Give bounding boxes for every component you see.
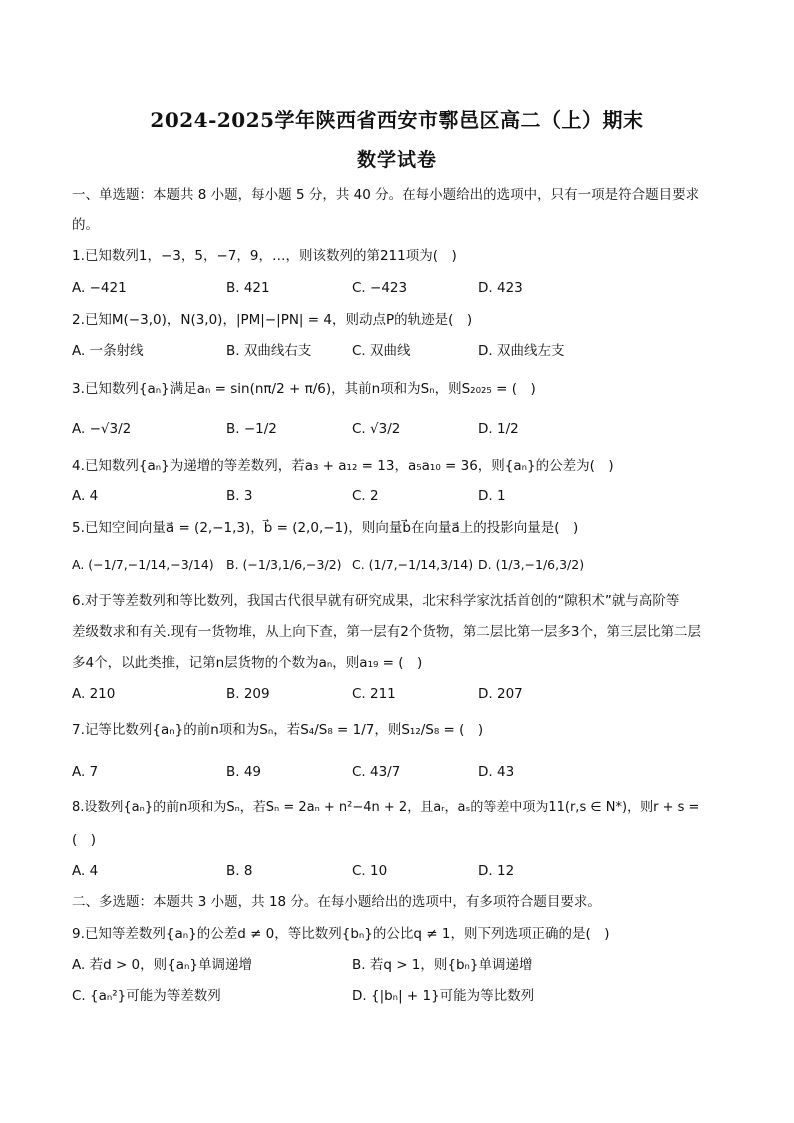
question-8-stem-line-2: ( ) (72, 832, 97, 848)
question-2-stem: 2.已知M(−3,0)，N(3,0)，|PM|−|PN| = 4，则动点P的轨迹是( ) (72, 312, 473, 328)
question-6-option-d[interactable]: D. 207 (478, 686, 523, 702)
question-3-stem: 3.已知数列{aₙ}满足aₙ = sin(nπ/2 + π/6)，其前n项和为Sₙ，则S₂₀₂₅ = ( ) (72, 381, 536, 397)
question-2-option-d[interactable]: D. 双曲线左支 (478, 343, 565, 359)
question-3-option-a[interactable]: A. −√3/2 (72, 421, 132, 437)
question-3-option-c[interactable]: C. √3/2 (352, 421, 401, 437)
question-2-option-a[interactable]: A. 一条射线 (72, 343, 144, 359)
question-6-option-a[interactable]: A. 210 (72, 686, 116, 702)
question-4-stem: 4.已知数列{aₙ}为递增的等差数列，若a₃ + a₁₂ = 13，a₅a₁₀ = 36，则{aₙ}的公差为( ) (72, 458, 614, 474)
question-5-option-b[interactable]: B. (−1/3,1/6,−3/2) (226, 557, 342, 572)
question-4-option-d[interactable]: D. 1 (478, 488, 506, 504)
question-5-stem: 5.已知空间向量a⃗ = (2,−1,3)，b⃗ = (2,0,−1)，则向量b⃗在向量a⃗上的投影向量是( ) (72, 520, 579, 536)
question-4-option-a[interactable]: A. 4 (72, 488, 99, 504)
question-8-stem-line-1: 8.设数列{aₙ}的前n项和为Sₙ，若Sₙ = 2aₙ + n²−4n + 2，且aᵣ，aₛ的等差中项为11(r,s ∈ N*)，则r + s = (72, 800, 700, 815)
question-4-option-b[interactable]: B. 3 (226, 488, 253, 504)
section-1-instruction-line-1: 一、单选题：本题共 8 小题，每小题 5 分，共 40 分。在每小题给出的选项中，只有一项是符合题目要求 (72, 187, 700, 203)
question-1-option-c[interactable]: C. −423 (352, 280, 408, 296)
question-1-stem: 1.已知数列1，−3，5，−7，9，…，则该数列的第211项为( ) (72, 248, 457, 264)
question-1-option-d[interactable]: D. 423 (478, 280, 523, 296)
question-8-option-b[interactable]: B. 8 (226, 863, 253, 879)
question-2-option-c[interactable]: C. 双曲线 (352, 343, 411, 359)
question-5-option-a[interactable]: A. (−1/7,−1/14,−3/14) (72, 557, 214, 572)
question-8-option-a[interactable]: A. 4 (72, 863, 99, 879)
question-5-option-c[interactable]: C. (1/7,−1/14,3/14) (352, 557, 474, 572)
question-9-option-b[interactable]: B. 若q > 1，则{bₙ}单调递增 (352, 957, 533, 973)
question-9-stem: 9.已知等差数列{aₙ}的公差d ≠ 0，等比数列{bₙ}的公比q ≠ 1，则下列选项正确的是( ) (72, 926, 610, 942)
question-2-option-b[interactable]: B. 双曲线右支 (226, 343, 312, 359)
question-1-option-a[interactable]: A. −421 (72, 280, 127, 296)
question-7-stem: 7.记等比数列{aₙ}的前n项和为Sₙ，若S₄/S₈ = 1/7，则S₁₂/S₈ = ( ) (72, 722, 484, 738)
question-7-option-b[interactable]: B. 49 (226, 764, 262, 780)
section-1-instruction-line-2: 的。 (72, 217, 99, 233)
question-5-option-d[interactable]: D. (1/3,−1/6,3/2) (478, 557, 585, 572)
exam-title: 2024-2025学年陕西省西安市鄠邑区高二（上）期末 (150, 108, 644, 132)
question-7-option-a[interactable]: A. 7 (72, 764, 99, 780)
question-9-option-d[interactable]: D. {|bₙ| + 1}可能为等比数列 (352, 988, 535, 1004)
question-3-option-d[interactable]: D. 1/2 (478, 421, 519, 437)
question-1-option-b[interactable]: B. 421 (226, 280, 270, 296)
question-3-option-b[interactable]: B. −1/2 (226, 421, 277, 437)
question-6-option-c[interactable]: C. 211 (352, 686, 396, 702)
question-9-option-a[interactable]: A. 若d > 0，则{aₙ}单调递增 (72, 957, 252, 973)
question-6-option-b[interactable]: B. 209 (226, 686, 270, 702)
exam-subtitle: 数学试卷 (356, 149, 437, 171)
section-2-instruction: 二、多选题：本题共 3 小题，共 18 分。在每小题给出的选项中，有多项符合题目要求。 (72, 894, 601, 910)
question-8-option-c[interactable]: C. 10 (352, 863, 388, 879)
question-7-option-c[interactable]: C. 43/7 (352, 764, 401, 780)
question-4-option-c[interactable]: C. 2 (352, 488, 379, 504)
question-6-stem-line-2: 差级数求和有关.现有一货物堆，从上向下查，第一层有2个货物，第二层比第一层多3个，第三层比第二层 (72, 624, 701, 640)
question-6-stem-line-3: 多4个，以此类推，记第n层货物的个数为aₙ，则a₁₉ = ( ) (72, 655, 423, 671)
question-7-option-d[interactable]: D. 43 (478, 764, 515, 780)
question-6-stem-line-1: 6.对于等差数列和等比数列，我国古代很早就有研究成果，北宋科学家沈括首创的“隙积术”就与高阶等 (72, 593, 680, 609)
question-9-option-c[interactable]: C. {aₙ²}可能为等差数列 (72, 988, 221, 1004)
question-8-option-d[interactable]: D. 12 (478, 863, 515, 879)
